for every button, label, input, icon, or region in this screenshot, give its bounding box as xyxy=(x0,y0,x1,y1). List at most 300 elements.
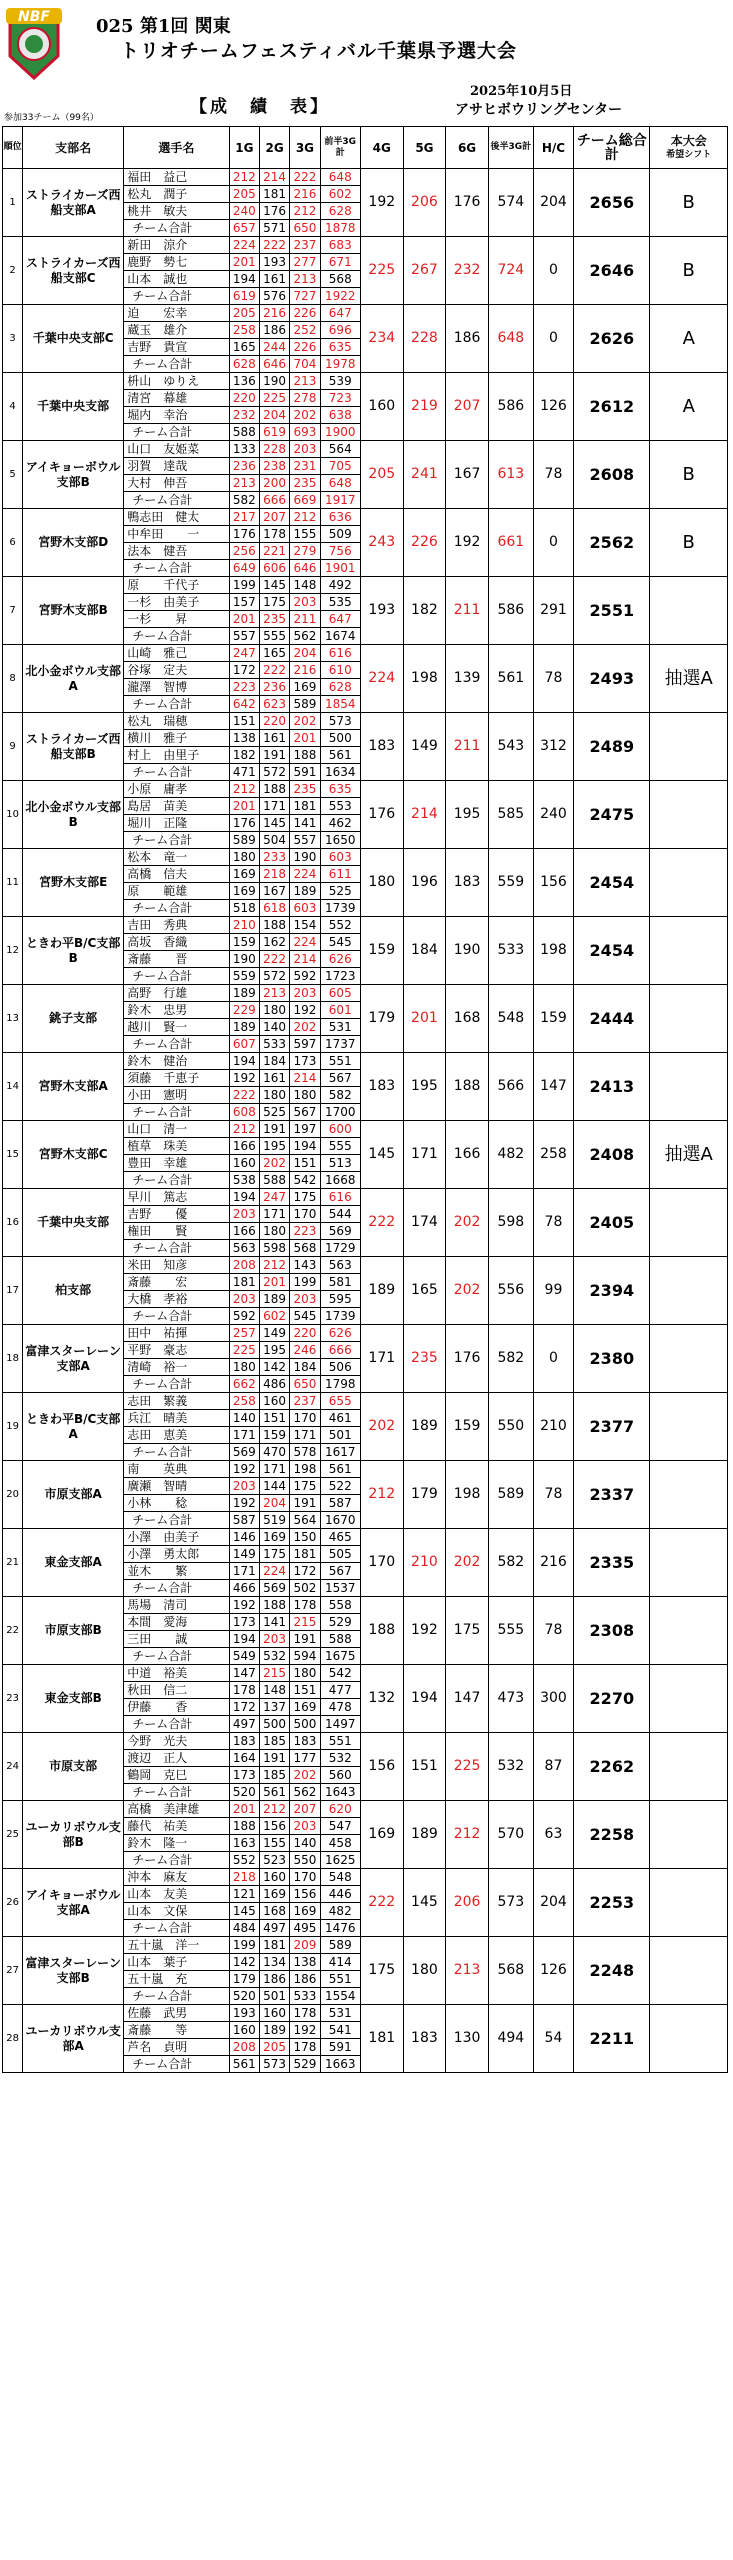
player-name: 鶴岡 克巳 xyxy=(124,1767,229,1784)
game-score: 236 xyxy=(259,679,289,696)
hc-cell: 291 xyxy=(533,577,573,645)
game-score: 202 xyxy=(290,407,320,424)
team-game-total: 1878 xyxy=(320,220,360,237)
branch-cell: 千葉中央支部 xyxy=(23,373,124,441)
branch-cell: 銚子支部 xyxy=(23,985,124,1053)
team-total-label: チーム合計 xyxy=(124,560,229,577)
player-name: 斎藤 宏 xyxy=(124,1274,229,1291)
player-name: 吉田 秀典 xyxy=(124,917,229,934)
game-score: 193 xyxy=(259,254,289,271)
player-name: 大村 伸吾 xyxy=(124,475,229,492)
g4-cell: 234 xyxy=(360,305,403,373)
first3-sum: 611 xyxy=(320,866,360,883)
g4-cell: 175 xyxy=(360,1937,403,2005)
team-game-total: 1625 xyxy=(320,1852,360,1869)
game-score: 182 xyxy=(229,747,259,764)
rank-cell: 22 xyxy=(3,1597,23,1665)
team-game-total: 1554 xyxy=(320,1988,360,2005)
team-grand-total: 2608 xyxy=(574,441,650,509)
player-name: 五十嵐 充 xyxy=(124,1971,229,1988)
game-score: 144 xyxy=(259,1478,289,1495)
svg-text:NBF: NBF xyxy=(18,9,50,25)
second3-cell: 586 xyxy=(488,577,533,645)
player-name: 山本 誠也 xyxy=(124,271,229,288)
col-g3: 3G xyxy=(290,127,320,169)
player-name: 沖本 麻友 xyxy=(124,1869,229,1886)
team-grand-total: 2489 xyxy=(574,713,650,781)
first3-sum: 581 xyxy=(320,1274,360,1291)
first3-sum: 723 xyxy=(320,390,360,407)
g6-cell: 166 xyxy=(446,1121,489,1189)
g4-cell: 183 xyxy=(360,713,403,781)
game-score: 121 xyxy=(229,1886,259,1903)
rank-cell: 11 xyxy=(3,849,23,917)
g5-cell: 171 xyxy=(403,1121,446,1189)
second3-cell: 566 xyxy=(488,1053,533,1121)
game-score: 160 xyxy=(259,2005,289,2022)
team-game-total: 1917 xyxy=(320,492,360,509)
team-game-total: 564 xyxy=(290,1512,320,1529)
team-game-total: 569 xyxy=(229,1444,259,1461)
rank-cell: 8 xyxy=(3,645,23,713)
game-score: 160 xyxy=(259,1393,289,1410)
team-game-total: 497 xyxy=(229,1716,259,1733)
player-name: 南 英典 xyxy=(124,1461,229,1478)
game-score: 160 xyxy=(229,2022,259,2039)
first3-sum: 636 xyxy=(320,509,360,526)
first3-sum: 756 xyxy=(320,543,360,560)
team-grand-total: 2444 xyxy=(574,985,650,1053)
player-name: 瀧澤 智博 xyxy=(124,679,229,696)
first3-sum: 539 xyxy=(320,373,360,390)
team-game-total: 532 xyxy=(259,1648,289,1665)
game-score: 172 xyxy=(290,1563,320,1580)
first3-sum: 573 xyxy=(320,713,360,730)
player-name: 山本 葉子 xyxy=(124,1954,229,1971)
player-name: 須藤 千恵子 xyxy=(124,1070,229,1087)
remark-cell: A xyxy=(650,373,728,441)
game-score: 247 xyxy=(229,645,259,662)
team-game-total: 525 xyxy=(259,1104,289,1121)
team-total-label: チーム合計 xyxy=(124,1172,229,1189)
first3-sum: 569 xyxy=(320,1223,360,1240)
game-score: 151 xyxy=(290,1682,320,1699)
first3-sum: 705 xyxy=(320,458,360,475)
player-name: 山本 文保 xyxy=(124,1903,229,1920)
first3-sum: 591 xyxy=(320,2039,360,2056)
team-game-total: 484 xyxy=(229,1920,259,1937)
game-score: 186 xyxy=(259,1971,289,1988)
game-score: 133 xyxy=(229,441,259,458)
game-score: 190 xyxy=(290,849,320,866)
game-score: 224 xyxy=(290,934,320,951)
player-name: 平野 豪志 xyxy=(124,1342,229,1359)
game-score: 226 xyxy=(290,339,320,356)
branch-cell: ユーカリボウル支部A xyxy=(23,2005,124,2073)
player-name: 五十嵐 洋一 xyxy=(124,1937,229,1954)
remark-cell xyxy=(650,1529,728,1597)
player-name: 小澤 由美子 xyxy=(124,1529,229,1546)
team-game-total: 588 xyxy=(259,1172,289,1189)
player-name: 三田 誠 xyxy=(124,1631,229,1648)
game-score: 224 xyxy=(229,237,259,254)
first3-sum: 544 xyxy=(320,1206,360,1223)
hc-cell: 147 xyxy=(533,1053,573,1121)
team-game-total: 557 xyxy=(229,628,259,645)
team-game-total: 619 xyxy=(259,424,289,441)
game-score: 225 xyxy=(259,390,289,407)
player-name: 村上 由里子 xyxy=(124,747,229,764)
first3-sum: 655 xyxy=(320,1393,360,1410)
game-score: 169 xyxy=(259,1886,289,1903)
team-game-total: 1674 xyxy=(320,628,360,645)
first3-sum: 648 xyxy=(320,169,360,186)
game-score: 173 xyxy=(290,1053,320,1070)
team-grand-total: 2454 xyxy=(574,849,650,917)
second3-cell: 494 xyxy=(488,2005,533,2073)
team-game-total: 501 xyxy=(259,1988,289,2005)
game-score: 141 xyxy=(259,1614,289,1631)
remark-cell: 抽選A xyxy=(650,1121,728,1189)
second3-cell: 582 xyxy=(488,1325,533,1393)
game-score: 246 xyxy=(290,1342,320,1359)
remark-cell: A xyxy=(650,305,728,373)
team-game-total: 561 xyxy=(229,2056,259,2073)
rank-cell: 15 xyxy=(3,1121,23,1189)
g5-cell: 183 xyxy=(403,2005,446,2073)
player-name: 山口 清一 xyxy=(124,1121,229,1138)
g5-cell: 267 xyxy=(403,237,446,305)
first3-sum: 635 xyxy=(320,339,360,356)
player-name: 福田 益己 xyxy=(124,169,229,186)
game-score: 157 xyxy=(229,594,259,611)
first3-sum: 505 xyxy=(320,1546,360,1563)
game-score: 179 xyxy=(229,1971,259,1988)
g6-cell: 192 xyxy=(446,509,489,577)
first3-sum: 522 xyxy=(320,1478,360,1495)
hc-cell: 78 xyxy=(533,1597,573,1665)
g4-cell: 224 xyxy=(360,645,403,713)
team-game-total: 603 xyxy=(290,900,320,917)
rank-cell: 23 xyxy=(3,1665,23,1733)
game-score: 215 xyxy=(259,1665,289,1682)
rank-cell: 28 xyxy=(3,2005,23,2073)
g5-cell: 228 xyxy=(403,305,446,373)
team-game-total: 471 xyxy=(229,764,259,781)
game-score: 171 xyxy=(229,1563,259,1580)
rank-cell: 12 xyxy=(3,917,23,985)
team-game-total: 538 xyxy=(229,1172,259,1189)
game-score: 194 xyxy=(229,271,259,288)
player-name: 並木 繁 xyxy=(124,1563,229,1580)
g5-cell: 165 xyxy=(403,1257,446,1325)
game-score: 140 xyxy=(259,1019,289,1036)
game-score: 204 xyxy=(259,1495,289,1512)
first3-sum: 500 xyxy=(320,730,360,747)
g4-cell: 202 xyxy=(360,1393,403,1461)
first3-sum: 541 xyxy=(320,2022,360,2039)
game-score: 176 xyxy=(229,815,259,832)
branch-cell: ストライカーズ西船支部B xyxy=(23,713,124,781)
team-grand-total: 2211 xyxy=(574,2005,650,2073)
game-score: 181 xyxy=(290,798,320,815)
team-total-label: チーム合計 xyxy=(124,1376,229,1393)
game-score: 216 xyxy=(290,662,320,679)
team-game-total: 1900 xyxy=(320,424,360,441)
first3-sum: 551 xyxy=(320,1971,360,1988)
game-score: 169 xyxy=(290,1699,320,1716)
player-name: 大橋 孝裕 xyxy=(124,1291,229,1308)
team-game-total: 571 xyxy=(259,220,289,237)
team-grand-total: 2646 xyxy=(574,237,650,305)
first3-sum: 567 xyxy=(320,1070,360,1087)
game-score: 142 xyxy=(259,1359,289,1376)
second3-cell: 559 xyxy=(488,849,533,917)
remark-cell xyxy=(650,917,728,985)
game-score: 192 xyxy=(229,1461,259,1478)
hc-cell: 258 xyxy=(533,1121,573,1189)
hc-cell: 204 xyxy=(533,1869,573,1937)
game-score: 161 xyxy=(259,271,289,288)
game-score: 201 xyxy=(229,254,259,271)
team-total-label: チーム合計 xyxy=(124,1920,229,1937)
game-score: 156 xyxy=(259,1818,289,1835)
first3-sum: 568 xyxy=(320,271,360,288)
first3-sum: 564 xyxy=(320,441,360,458)
rank-cell: 6 xyxy=(3,509,23,577)
team-total-label: チーム合計 xyxy=(124,1580,229,1597)
rank-cell: 9 xyxy=(3,713,23,781)
rank-cell: 7 xyxy=(3,577,23,645)
second3-cell: 556 xyxy=(488,1257,533,1325)
game-score: 180 xyxy=(229,1359,259,1376)
game-score: 192 xyxy=(229,1597,259,1614)
game-score: 191 xyxy=(290,1631,320,1648)
team-game-total: 657 xyxy=(229,220,259,237)
team-game-total: 598 xyxy=(259,1240,289,1257)
team-grand-total: 2258 xyxy=(574,1801,650,1869)
game-score: 156 xyxy=(290,1886,320,1903)
hc-cell: 0 xyxy=(533,305,573,373)
game-score: 183 xyxy=(290,1733,320,1750)
first3-sum: 595 xyxy=(320,1291,360,1308)
team-total-label: チーム合計 xyxy=(124,832,229,849)
second3-cell: 568 xyxy=(488,1937,533,2005)
team-game-total: 466 xyxy=(229,1580,259,1597)
game-score: 151 xyxy=(259,1410,289,1427)
team-game-total: 727 xyxy=(290,288,320,305)
rank-cell: 25 xyxy=(3,1801,23,1869)
team-game-total: 520 xyxy=(229,1784,259,1801)
player-name: 吉野 貴宣 xyxy=(124,339,229,356)
rank-cell: 10 xyxy=(3,781,23,849)
hc-cell: 54 xyxy=(533,2005,573,2073)
first3-sum: 696 xyxy=(320,322,360,339)
first3-sum: 587 xyxy=(320,1495,360,1512)
game-score: 201 xyxy=(229,1801,259,1818)
team-game-total: 646 xyxy=(259,356,289,373)
g5-cell: 179 xyxy=(403,1461,446,1529)
game-score: 184 xyxy=(290,1359,320,1376)
team-game-total: 562 xyxy=(290,628,320,645)
g5-cell: 235 xyxy=(403,1325,446,1393)
g4-cell: 159 xyxy=(360,917,403,985)
g5-cell: 226 xyxy=(403,509,446,577)
branch-cell: 宮野木支部E xyxy=(23,849,124,917)
player-name: 一杉 昇 xyxy=(124,611,229,628)
game-score: 181 xyxy=(259,1937,289,1954)
remark-cell: B xyxy=(650,509,728,577)
game-score: 181 xyxy=(259,186,289,203)
game-score: 172 xyxy=(229,662,259,679)
branch-cell: 千葉中央支部 xyxy=(23,1189,124,1257)
branch-cell: 千葉中央支部C xyxy=(23,305,124,373)
g6-cell: 207 xyxy=(446,373,489,441)
team-game-total: 573 xyxy=(259,2056,289,2073)
first3-sum: 545 xyxy=(320,934,360,951)
game-score: 223 xyxy=(229,679,259,696)
second3-cell: 598 xyxy=(488,1189,533,1257)
remark-cell xyxy=(650,577,728,645)
team-game-total: 1643 xyxy=(320,1784,360,1801)
team-grand-total: 2656 xyxy=(574,169,650,237)
team-grand-total: 2562 xyxy=(574,509,650,577)
game-score: 195 xyxy=(259,1342,289,1359)
game-score: 165 xyxy=(259,645,289,662)
game-score: 203 xyxy=(290,1291,320,1308)
game-score: 188 xyxy=(259,781,289,798)
player-row xyxy=(3,1393,728,1410)
first3-sum: 683 xyxy=(320,237,360,254)
game-score: 198 xyxy=(290,1461,320,1478)
player-name: 渡辺 正人 xyxy=(124,1750,229,1767)
g5-cell: 210 xyxy=(403,1529,446,1597)
g5-cell: 189 xyxy=(403,1393,446,1461)
second3-cell: 589 xyxy=(488,1461,533,1529)
player-name: 鈴木 隆一 xyxy=(124,1835,229,1852)
hc-cell: 198 xyxy=(533,917,573,985)
player-name: 山本 友美 xyxy=(124,1886,229,1903)
first3-sum: 506 xyxy=(320,1359,360,1376)
player-name: 志田 恵美 xyxy=(124,1427,229,1444)
game-score: 169 xyxy=(290,1903,320,1920)
col-g6: 6G xyxy=(446,127,489,169)
team-grand-total: 2248 xyxy=(574,1937,650,2005)
game-score: 192 xyxy=(290,1002,320,1019)
team-game-total: 502 xyxy=(290,1580,320,1597)
team-game-total: 518 xyxy=(229,900,259,917)
game-score: 191 xyxy=(259,747,289,764)
hc-cell: 78 xyxy=(533,645,573,713)
branch-cell: 東金支部B xyxy=(23,1665,124,1733)
player-name: 志田 繁義 xyxy=(124,1393,229,1410)
rank-cell: 3 xyxy=(3,305,23,373)
team-game-total: 1663 xyxy=(320,2056,360,2073)
game-score: 189 xyxy=(229,1019,259,1036)
game-score: 185 xyxy=(259,1767,289,1784)
second3-cell: 724 xyxy=(488,237,533,305)
team-grand-total: 2253 xyxy=(574,1869,650,1937)
player-name: 馬場 清司 xyxy=(124,1597,229,1614)
first3-sum: 446 xyxy=(320,1886,360,1903)
game-score: 218 xyxy=(259,866,289,883)
game-score: 138 xyxy=(229,730,259,747)
first3-sum: 414 xyxy=(320,1954,360,1971)
game-score: 247 xyxy=(259,1189,289,1206)
first3-sum: 600 xyxy=(320,1121,360,1138)
game-score: 224 xyxy=(290,866,320,883)
game-score: 188 xyxy=(229,1818,259,1835)
g4-cell: 189 xyxy=(360,1257,403,1325)
team-total-label: チーム合計 xyxy=(124,628,229,645)
game-score: 222 xyxy=(259,237,289,254)
hc-cell: 78 xyxy=(533,1189,573,1257)
game-score: 145 xyxy=(259,815,289,832)
game-score: 207 xyxy=(290,1801,320,1818)
game-score: 222 xyxy=(259,662,289,679)
game-score: 138 xyxy=(290,1954,320,1971)
game-score: 167 xyxy=(259,883,289,900)
g4-cell: 188 xyxy=(360,1597,403,1665)
game-score: 148 xyxy=(259,1682,289,1699)
col-team-total: チーム総合計 xyxy=(574,127,650,169)
game-score: 212 xyxy=(290,509,320,526)
game-score: 189 xyxy=(229,985,259,1002)
player-row xyxy=(3,169,728,186)
team-game-total: 628 xyxy=(229,356,259,373)
second3-cell: 585 xyxy=(488,781,533,849)
g6-cell: 195 xyxy=(446,781,489,849)
remark-cell xyxy=(650,1461,728,1529)
game-score: 213 xyxy=(259,985,289,1002)
rank-cell: 26 xyxy=(3,1869,23,1937)
team-game-total: 519 xyxy=(259,1512,289,1529)
game-score: 197 xyxy=(290,1121,320,1138)
team-grand-total: 2270 xyxy=(574,1665,650,1733)
branch-cell: ときわ平B/C支部B xyxy=(23,917,124,985)
first3-sum: 461 xyxy=(320,1410,360,1427)
branch-cell: ストライカーズ西船支部A xyxy=(23,169,124,237)
g4-cell: 212 xyxy=(360,1461,403,1529)
team-grand-total: 2337 xyxy=(574,1461,650,1529)
g5-cell: 145 xyxy=(403,1869,446,1937)
hc-cell: 300 xyxy=(533,1665,573,1733)
col-hc: H/C xyxy=(533,127,573,169)
branch-cell: 宮野木支部D xyxy=(23,509,124,577)
branch-cell: 市原支部A xyxy=(23,1461,124,1529)
game-score: 204 xyxy=(259,407,289,424)
game-score: 235 xyxy=(290,781,320,798)
game-score: 175 xyxy=(290,1189,320,1206)
team-game-total: 504 xyxy=(259,832,289,849)
game-score: 140 xyxy=(290,1835,320,1852)
g6-cell: 190 xyxy=(446,917,489,985)
team-game-total: 650 xyxy=(290,1376,320,1393)
game-score: 171 xyxy=(259,798,289,815)
team-game-total: 1700 xyxy=(320,1104,360,1121)
team-game-total: 495 xyxy=(290,1920,320,1937)
game-score: 178 xyxy=(290,2039,320,2056)
game-score: 226 xyxy=(290,305,320,322)
first3-sum: 582 xyxy=(320,1087,360,1104)
team-game-total: 1617 xyxy=(320,1444,360,1461)
player-row xyxy=(3,509,728,526)
branch-cell: 北小金ボウル支部A xyxy=(23,645,124,713)
g6-cell: 202 xyxy=(446,1529,489,1597)
col-g4: 4G xyxy=(360,127,403,169)
g5-cell: 149 xyxy=(403,713,446,781)
player-name: 小原 庸孝 xyxy=(124,781,229,798)
